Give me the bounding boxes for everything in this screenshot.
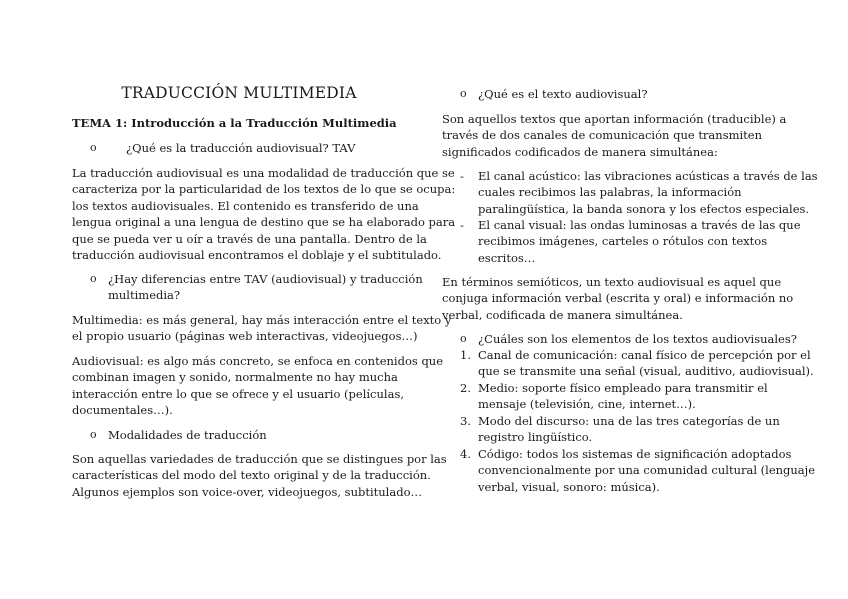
- question-5: ¿Cuáles son los elementos de los textos audiovisuales?: [478, 332, 797, 346]
- question-1: ¿Qué es la traducción audiovisual? TAV: [126, 141, 356, 155]
- text-line: traducción audiovisual encontramos el doblaje y el subtitulado.: [72, 248, 442, 263]
- bullet-icon: o: [460, 87, 467, 100]
- text-line: Canal de comunicación: canal físico de percepción por el: [478, 348, 811, 362]
- dash-bullet: -: [460, 169, 464, 183]
- text-line: significados codificados de manera simultánea:: [442, 144, 718, 159]
- bullet-icon: o: [460, 332, 467, 345]
- text-line: paralingüística, la banda sonora y los efectos especiales.: [478, 201, 810, 216]
- question-2: [108, 271, 423, 304]
- text-line: El canal acústico: las vibraciones acústicas a través de las: [478, 169, 818, 183]
- bullet-icon: o: [90, 272, 97, 285]
- text-line: La traducción audiovisual es una modalidad de traducción que se: [72, 166, 455, 180]
- text-line: El canal visual: las ondas luminosas a través de las que: [478, 218, 801, 232]
- text-line: multimedia?: [108, 288, 181, 303]
- numbered-item-2: [478, 380, 768, 413]
- paragraph-3: [72, 353, 443, 419]
- list-number: 1.: [460, 348, 471, 362]
- text-line: mensaje (televisión, cine, internet…).: [478, 397, 696, 412]
- text-line: verbal, visual, sonoro: música).: [478, 479, 660, 494]
- text-line: que se transmite una señal (visual, auditivo, audiovisual).: [478, 364, 814, 379]
- text-line: recibimos imágenes, carteles o rótulos con textos: [478, 234, 768, 249]
- text-line: Modo del discurso: una de las tres categorías de un: [478, 414, 780, 428]
- numbered-item-3: [478, 413, 780, 446]
- text-line: que se pueda ver u oír a través de una pantalla. Dentro de la: [72, 231, 427, 246]
- text-line: caracteriza por la particularidad de los textos de lo que se ocupa:: [72, 182, 456, 197]
- text-line: características del modo del texto original y de la traducción.: [72, 468, 431, 483]
- text-line: Algunos ejemplos son voice-over, videojuegos, subtitulado…: [72, 484, 422, 499]
- text-line: Son aquellas variedades de traducción que se distingues por las: [72, 452, 447, 466]
- dash-bullet: -: [460, 218, 464, 232]
- text-line: ¿Hay diferencias entre TAV (audiovisual) y traducción: [108, 272, 423, 286]
- text-line: interacción entre lo que se ofrece y el usuario (películas,: [72, 386, 405, 401]
- text-line: los textos audiovisuales. El contenido es transferido de una: [72, 198, 419, 213]
- text-line: Medio: soporte físico empleado para transmitir el: [478, 381, 768, 395]
- text-line: Código: todos los sistemas de significación adoptados: [478, 447, 792, 461]
- page-title: TRADUCCIÓN MULTIMEDIA: [121, 84, 357, 102]
- list-number: 4.: [460, 447, 471, 461]
- numbered-item-4: [478, 446, 815, 495]
- dash-item-1: [478, 168, 818, 217]
- text-line: verbal, codificada de manera simultánea.: [442, 307, 683, 322]
- text-line: Son aquellos textos que aportan información (traducible) a: [442, 112, 787, 126]
- bullet-icon: o: [90, 141, 97, 154]
- numbered-item-1: [478, 347, 814, 380]
- paragraph-6: [442, 274, 793, 323]
- text-line: través de dos canales de comunicación que transmiten: [442, 128, 763, 143]
- paragraph-5: [442, 111, 786, 160]
- text-line: lengua original a una lengua de destino que se ha elaborado para: [72, 215, 456, 230]
- text-line: registro lingüístico.: [478, 430, 593, 445]
- paragraph-1: [72, 165, 455, 263]
- dash-item-2: [478, 217, 801, 266]
- text-line: combinan imagen y sonido, normalmente no hay mucha: [72, 370, 398, 385]
- text-line: el propio usuario (páginas web interactivas, videojuegos…): [72, 329, 418, 344]
- text-line: Multimedia: es más general, hay más interacción entre el texto y: [72, 313, 452, 327]
- paragraph-4: [72, 451, 447, 500]
- text-line: escritos…: [478, 250, 536, 265]
- question-4: ¿Qué es el texto audiovisual?: [478, 87, 648, 101]
- bullet-icon: o: [90, 428, 97, 441]
- list-number: 3.: [460, 414, 471, 428]
- list-number: 2.: [460, 381, 471, 395]
- text-line: En términos semióticos, un texto audiovisual es aquel que: [442, 275, 782, 289]
- text-line: documentales…).: [72, 403, 173, 418]
- text-line: Audiovisual: es algo más concreto, se enfoca en contenidos que: [72, 354, 444, 368]
- section-heading: TEMA 1: Introducción a la Traducción Multimedia: [72, 116, 397, 130]
- paragraph-2: [72, 312, 451, 345]
- question-3: Modalidades de traducción: [108, 428, 267, 442]
- text-line: cuales recibimos las palabras, la información: [478, 185, 742, 200]
- text-line: conjuga información verbal (escrita y oral) e información no: [442, 291, 794, 306]
- text-line: convencionalmente por una comunidad cultural (lenguaje: [478, 463, 816, 478]
